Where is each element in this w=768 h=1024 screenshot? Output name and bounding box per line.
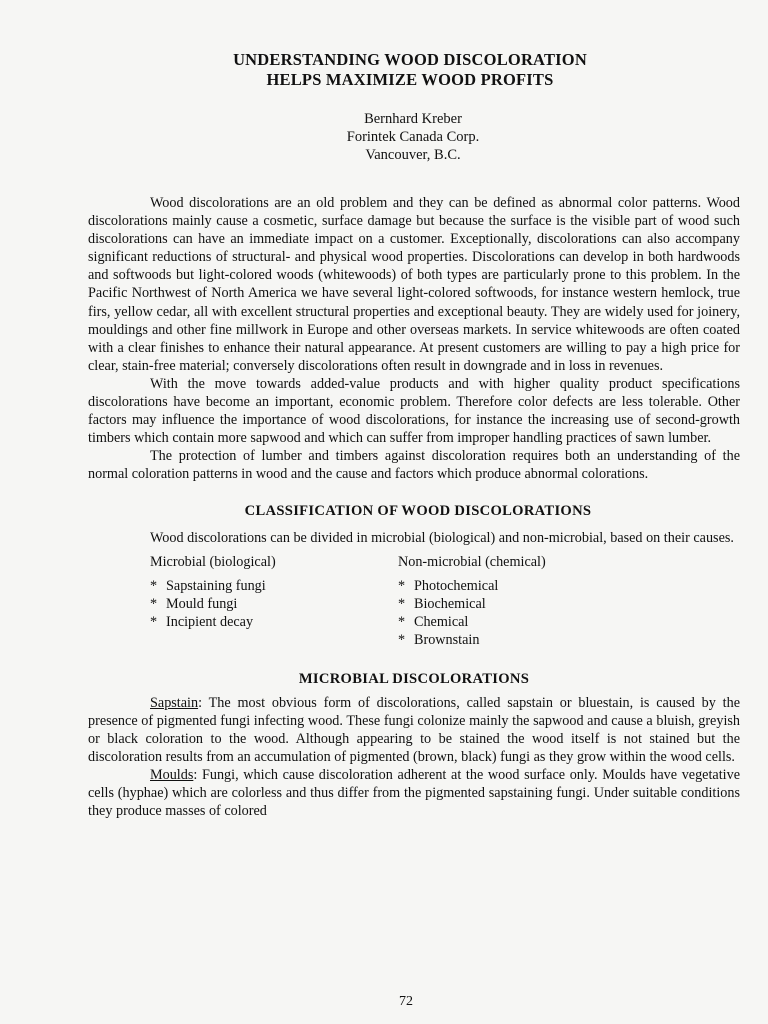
list-item: * Sapstaining fungi [150,577,266,594]
microbial-list-heading: Microbial (biological) [150,553,276,570]
document-body [88,194,740,821]
list-item: * Chemical [398,613,469,630]
author-block [0,110,768,164]
author-organization: Forintek Canada Corp. [346,129,480,145]
list-item: * Brownstain [398,631,480,648]
intro-paragraph-2: With the move towards added-value products and with higher quality product specifications discolorations have become an important, economic problem. Therefore color defects are less tolerable. Other factors may influence the importance of wood discolorations, for instance the increasing use of second-growth timbers which contain more sapwood and which can suffer from improper handling practices of sawn lumber. [88,375,740,447]
non-microbial-list [398,553,738,649]
title-line-2: HELPS MAXIMIZE WOOD PROFITS [266,70,554,89]
classification-heading: CLASSIFICATION OF WOOD DISCOLORATIONS [244,502,592,519]
title-line-1: UNDERSTANDING WOOD DISCOLORATION [233,50,587,69]
classification-lists [88,553,740,649]
author-location: Vancouver, B.C. [365,147,461,163]
moulds-term: Moulds [150,767,194,784]
microbial-heading: MICROBIAL DISCOLORATIONS [298,670,530,687]
sapstain-paragraph: Sapstain: The most obvious form of discolorations, called sapstain or bluestain, is caused by the presence of pigmented fungi infecting wood. These fungi colonize mainly the sapwood and cause a bluish, greyish or black coloration to the wood. Although appearing to be stained the wood itself is not stained but the discoloration results from an accumulation of pigmented (brown, black) fungi as they grow within the wood cells. [88,694,740,766]
microbial-list [88,553,398,649]
moulds-paragraph: Moulds: Fungi, which cause discoloration adherent at the wood surface only. Moulds have vegetative cells (hyphae) which are colorless and thus differ from the pigmented sapstaining fungi. Under suitable conditions they produce masses of colored [88,767,740,820]
sapstain-term: Sapstain [150,694,199,711]
document-title [0,50,768,90]
classification-paragraph: Wood discolorations can be divided in microbial (biological) and non-microbial, based on their causes. [150,529,734,546]
intro-paragraph-3: The protection of lumber and timbers against discoloration requires both an understanding of the normal coloration patterns in wood and the cause and factors which produce abnormal colorations. [88,448,740,483]
non-microbial-list-heading: Non-microbial (chemical) [398,553,546,570]
list-item: * Photochemical [398,577,499,594]
author-name: Bernhard Kreber [364,111,462,127]
list-item: * Biochemical [398,595,486,612]
list-item: * Mould fungi [150,595,238,612]
intro-paragraph-1: Wood discolorations are an old problem and they can be defined as abnormal color patterns. Wood discolorations mainly cause a cosmetic, surface damage but because the surface is the visible part of wood such discolorations can have an immediate impact on a customer. Exceptionally, discolorations can also accompany significant reductions of structural- and physical wood properties. Discolorations can develop in both hardwoods and softwoods but light-colored woods (whitewoods) of both types are particularly prone to this problem. In the Pacific Northwest of North America we have several light-colored softwoods, for instance western hemlock, true firs, yellow cedar, all with excellent structural properties and exceptional beauty. They are widely used for joinery, mouldings and other fine millwork in Europe and other overseas markets. In service whitewoods are often coated with a clear finishes to enhance their natural appearance. At present customers are willing to pay a high price for clear, stain-free material; conversely discolorations often result in downgrade and in loss in revenues. [88,195,740,374]
page-number: 72 [399,994,413,1009]
list-item: * Incipient decay [150,613,254,630]
